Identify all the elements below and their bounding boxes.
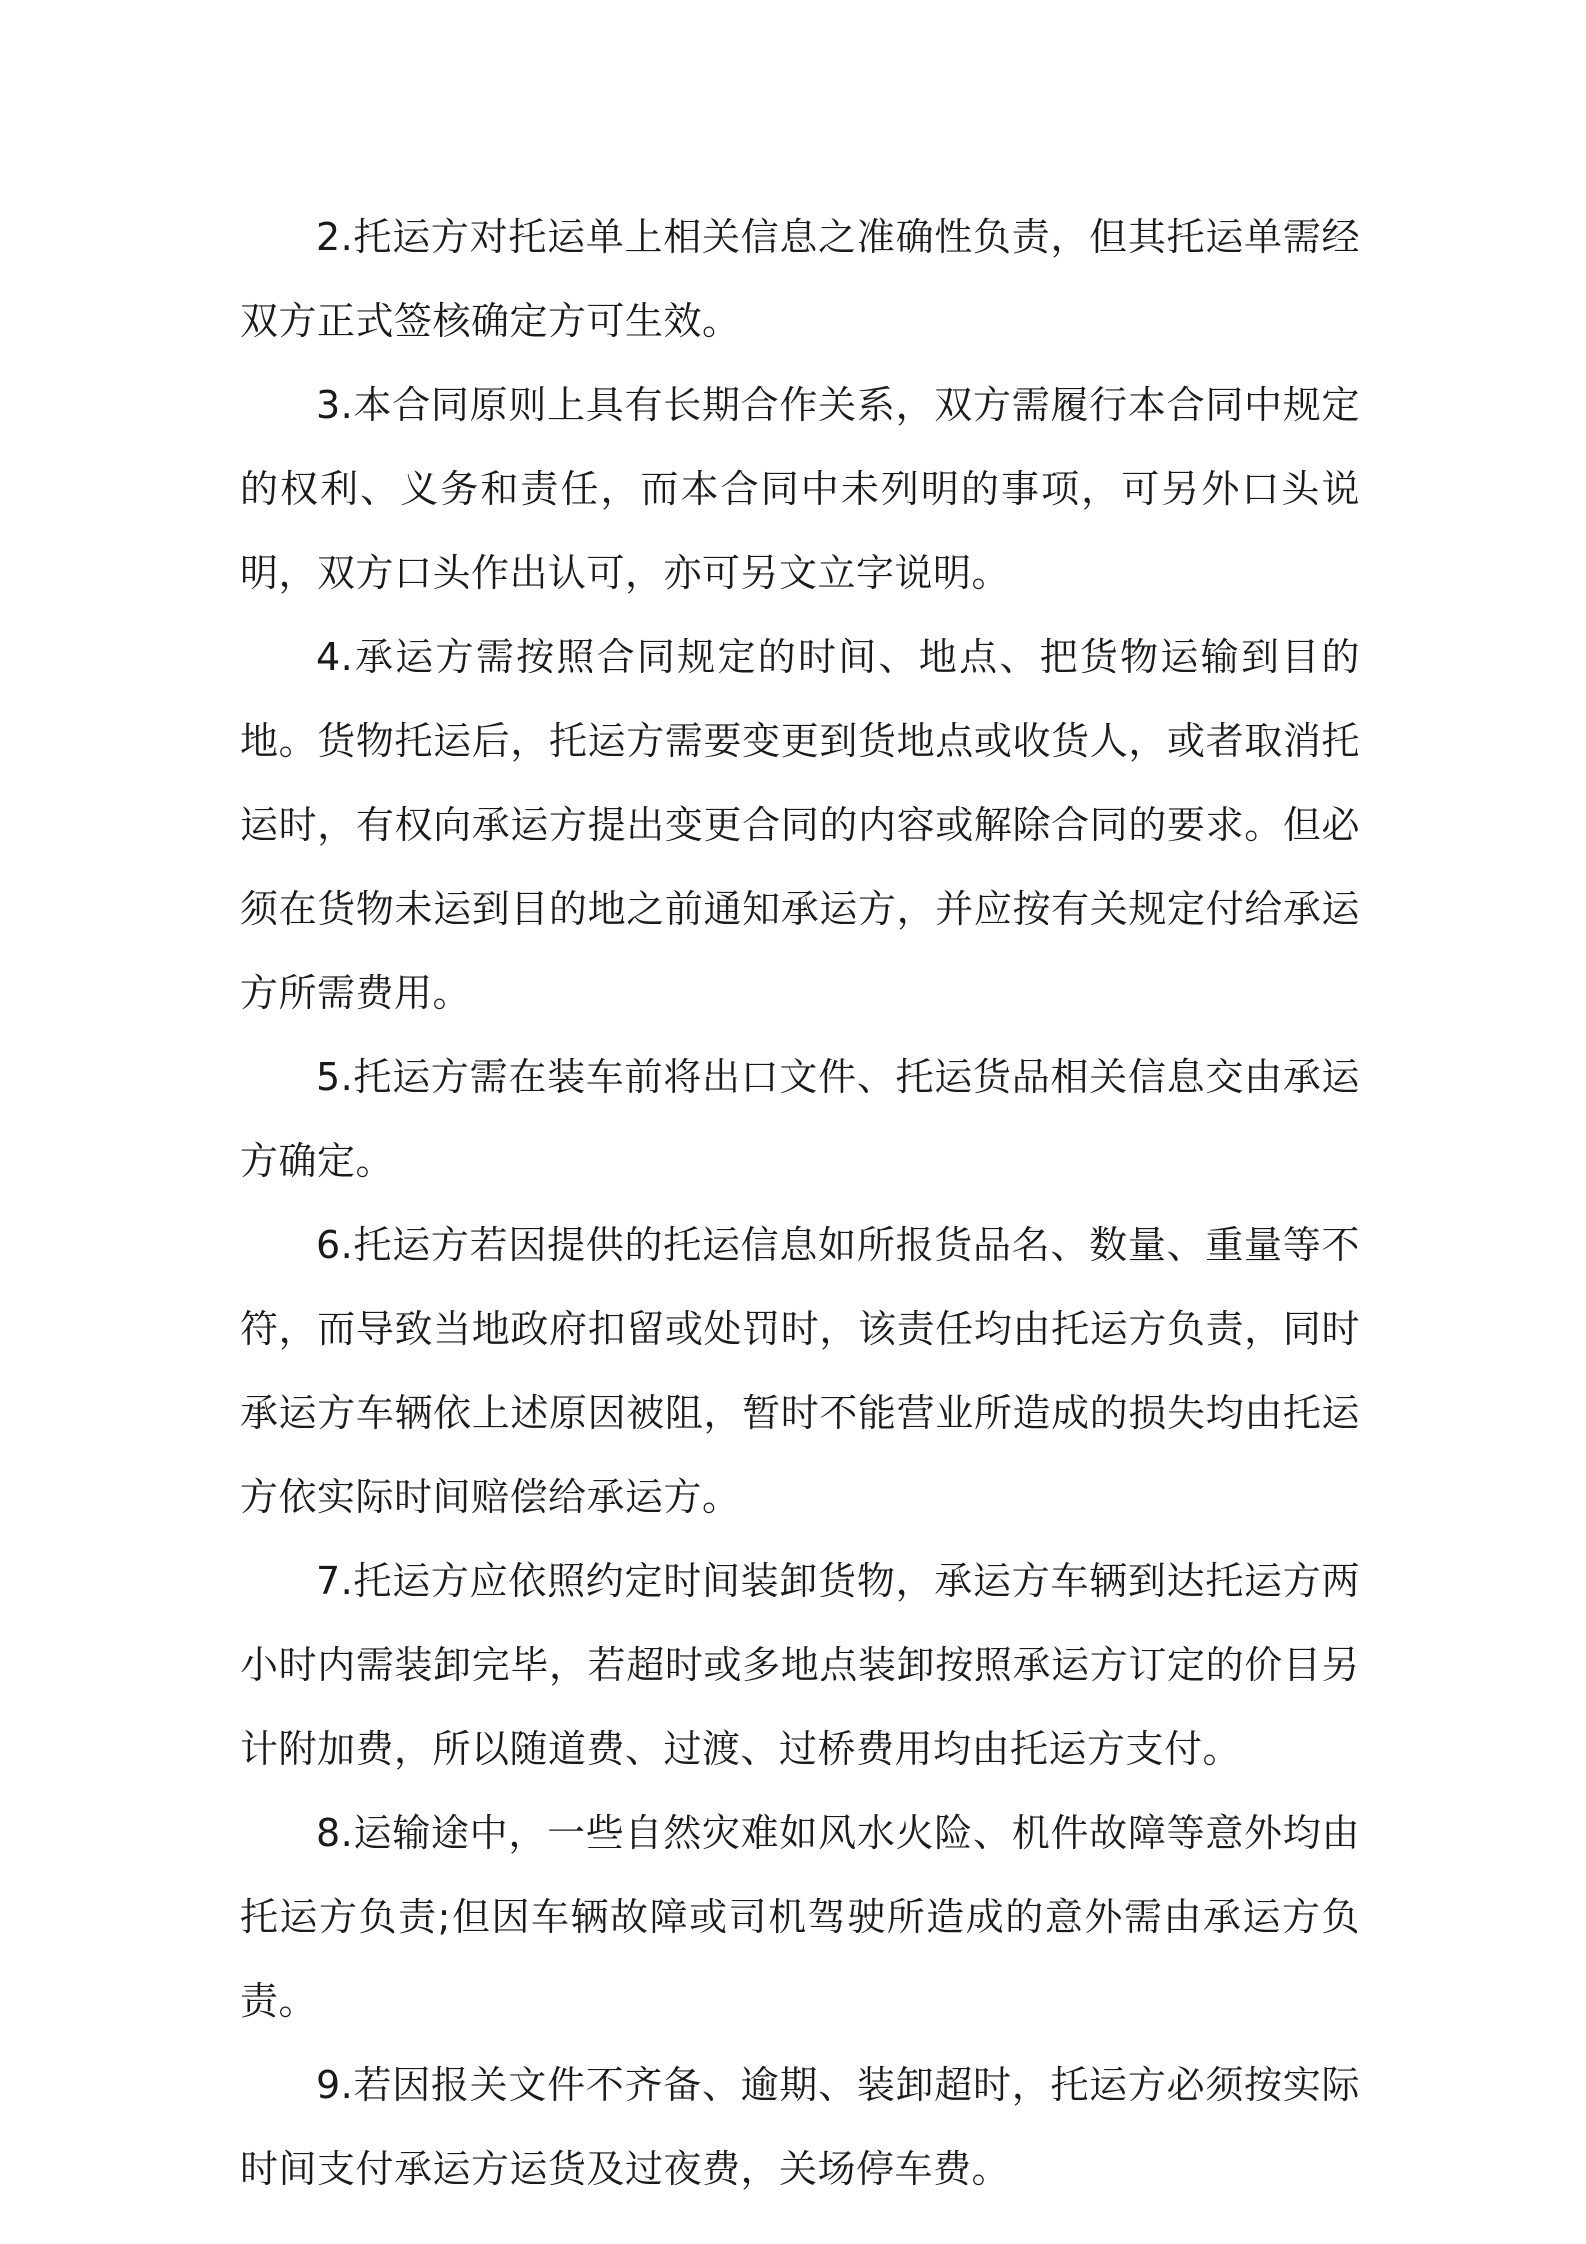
clause-9: 9.若因报关文件不齐备、逾期、装卸超时，托运方必须按实际时间支付承运方运货及过夜费，关场停车费。 [240,2063,1360,2191]
clause-8: 8.运输途中，一些自然灾难如风水火险、机件故障等意外均由托运方负责;但因车辆故障或司机驾驶所造成的意外需由承运方负责。 [240,1811,1360,2023]
contract-clauses [240,195,1360,2211]
clause-2: 2.托运方对托运单上相关信息之准确性负责，但其托运单需经双方正式签核确定方可生效。 [240,215,1360,343]
clause-6: 6.托运方若因提供的托运信息如所报货品名、数量、重量等不符，而导致当地政府扣留或处罚时，该责任均由托运方负责，同时承运方车辆依上述原因被阻，暂时不能营业所造成的损失均由托运方依实际时间赔偿给承运方。 [240,1223,1360,1519]
clause-3: 3.本合同原则上具有长期合作关系，双方需履行本合同中规定的权利、义务和责任，而本合同中未列明的事项，可另外口头说明，双方口头作出认可，亦可另文立字说明。 [240,383,1360,595]
clause-5: 5.托运方需在装车前将出口文件、托运货品相关信息交由承运方确定。 [240,1055,1360,1183]
clause-4: 4.承运方需按照合同规定的时间、地点、把货物运输到目的地。货物托运后，托运方需要变更到货地点或收货人，或者取消托运时，有权向承运方提出变更合同的内容或解除合同的要求。但必须在货物未运到目的地之前通知承运方，并应按有关规定付给承运方所需费用。 [240,635,1360,1015]
clause-7: 7.托运方应依照约定时间装卸货物，承运方车辆到达托运方两小时内需装卸完毕，若超时或多地点装卸按照承运方订定的价目另计附加费，所以随道费、过渡、过桥费用均由托运方支付。 [240,1559,1360,1771]
